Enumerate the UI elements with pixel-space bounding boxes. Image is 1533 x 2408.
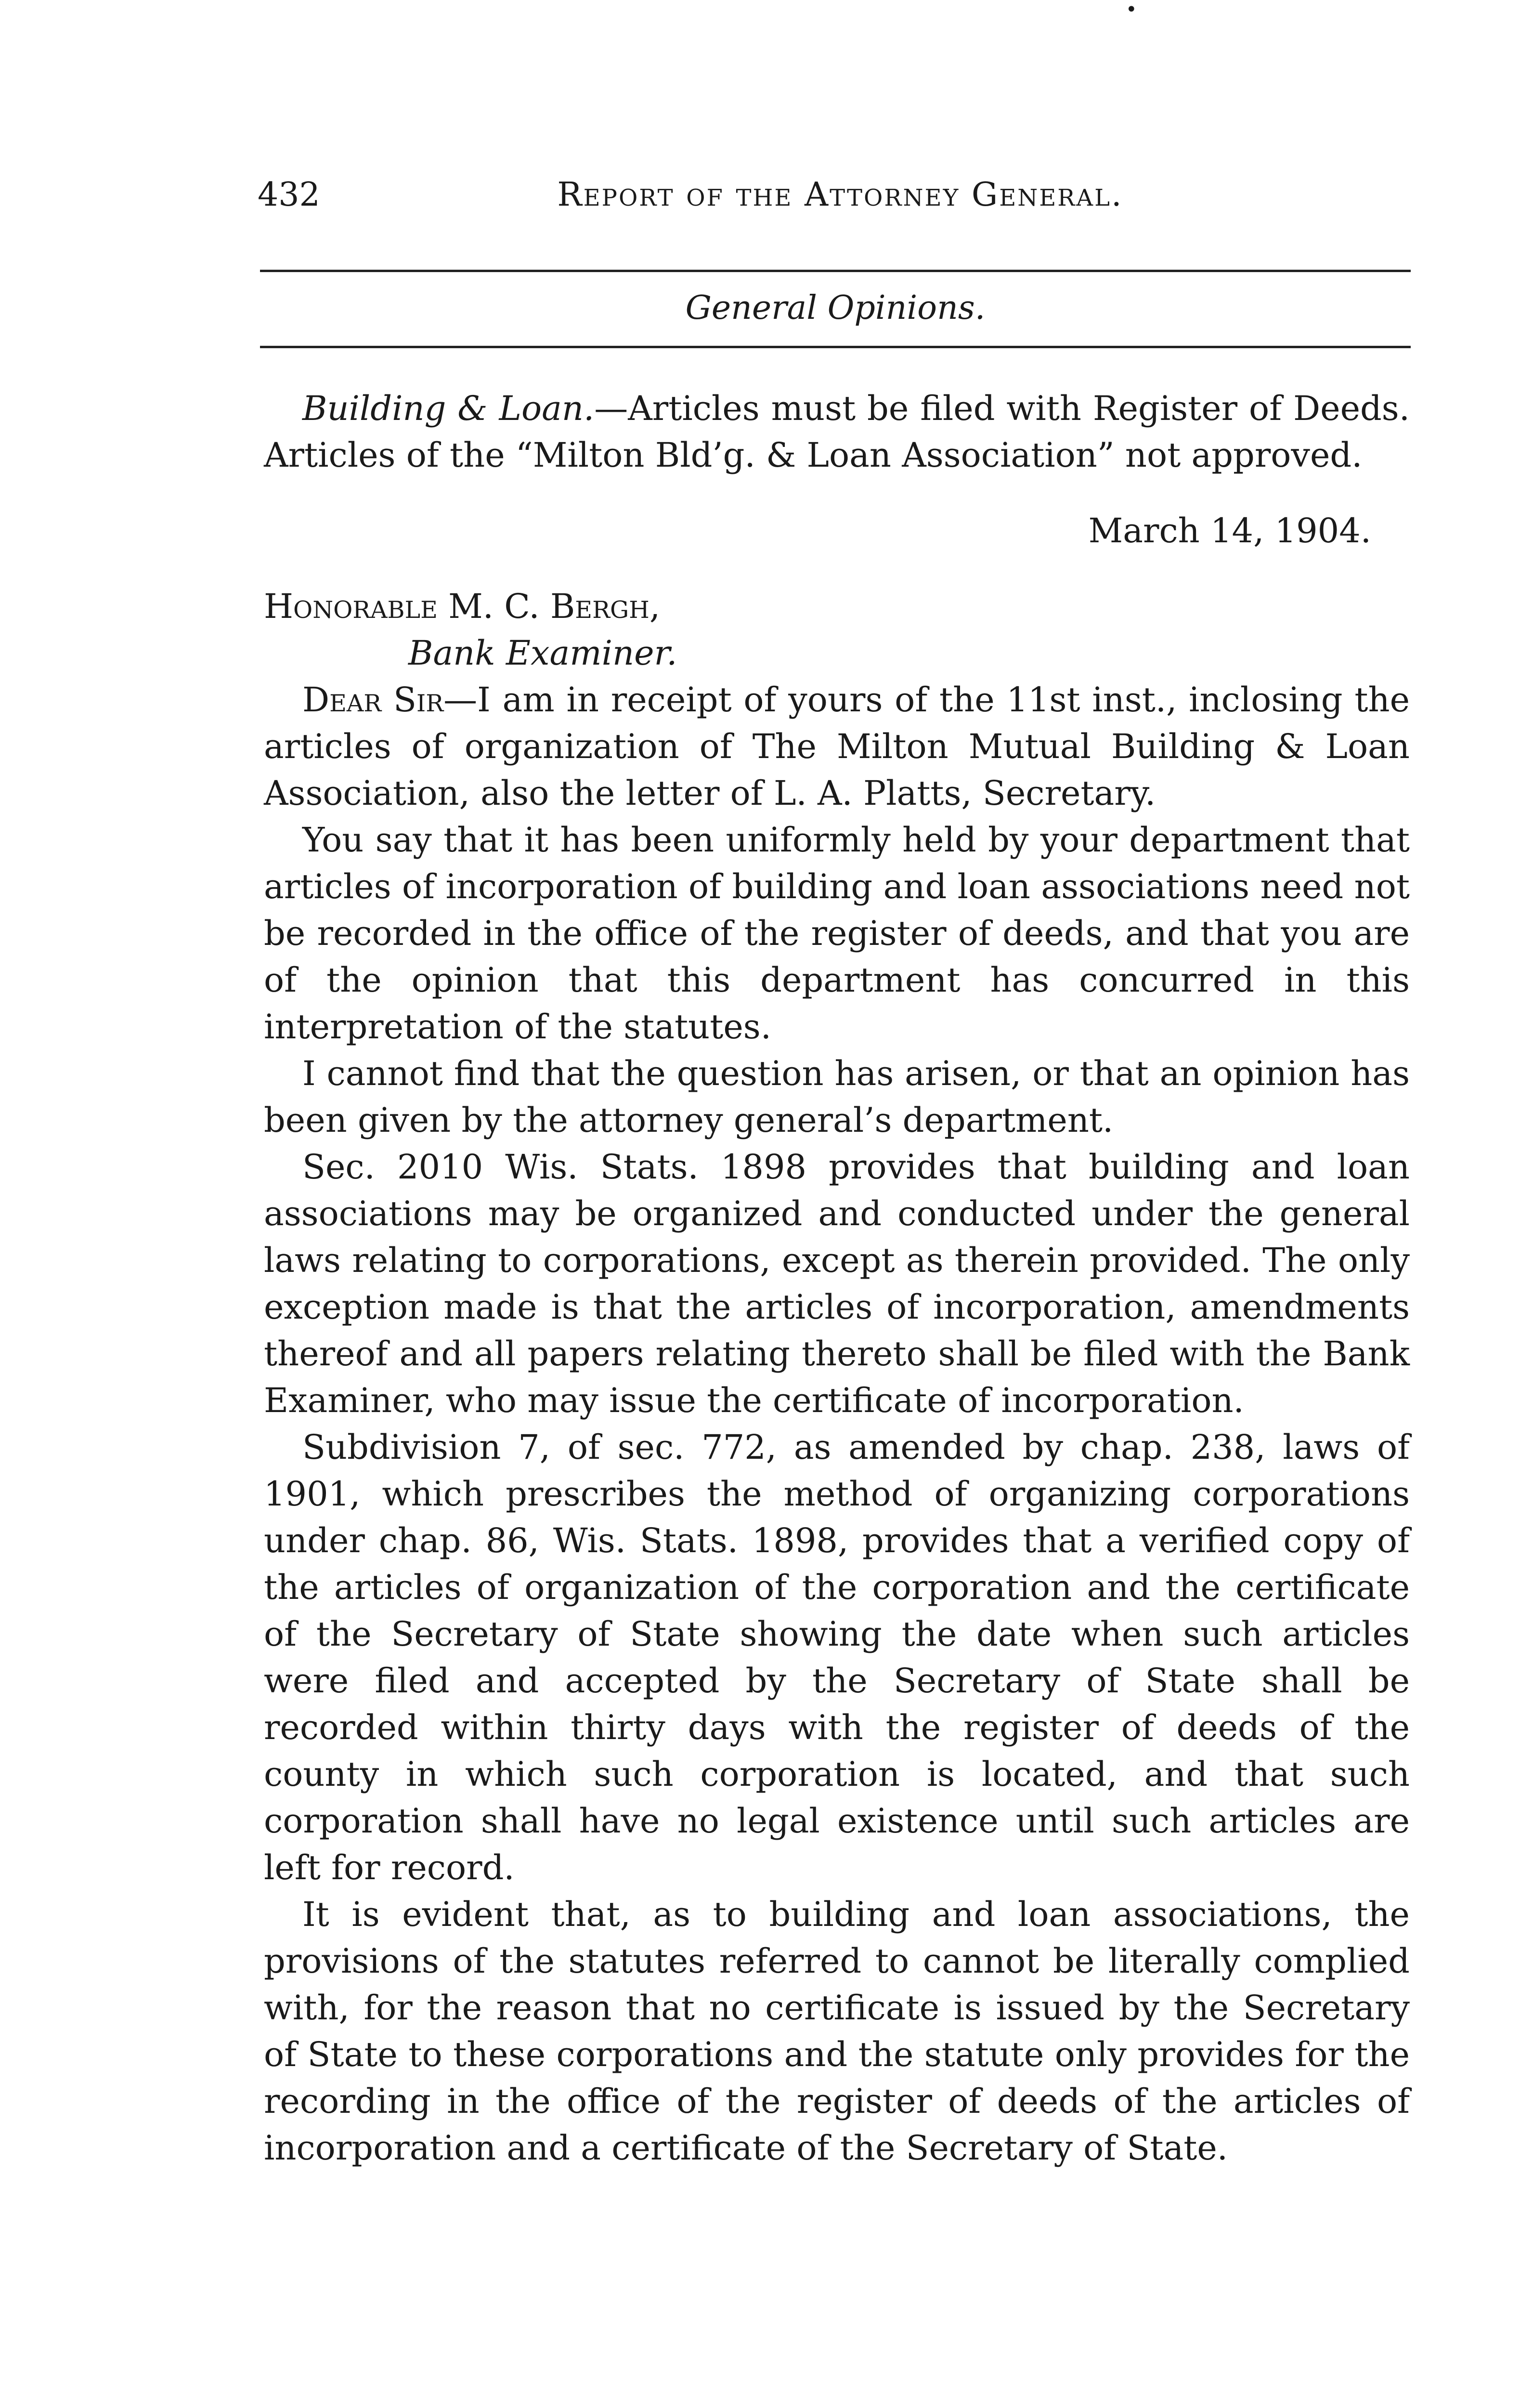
stray-ink-mark: • (1126, 0, 1137, 21)
headnote-subject: Building & Loan. (302, 389, 595, 428)
paragraph-5: Subdivision 7, of sec. 772, as amended by chap. 238, laws of 1901, which prescribes the method of organizing corporations under chap. 86, Wis. Stats. 1898, provides that a verified copy of the articles of organization of the corporation and the certificate of the Secretary of State showing the date when such articles were filed and accepted by the Secretary of State shall be recorded within thirty days with the register of deeds of the county in which such corporation is located, and that such corporation shall have no legal existence until such articles are left for record. (264, 1427, 1410, 1887)
letter-date: March 14, 1904. (1088, 511, 1371, 550)
paragraph-2: You say that it has been uniformly held by your department that articles of incorporation of building and loan associations need not be recorded in the office of the register of deeds, and that you are of the opinion that this department has concurred in this interpretation of the statutes. (264, 820, 1410, 1047)
headnote (264, 385, 1410, 479)
salutation: Dear Sir (302, 680, 444, 720)
paragraph-6: It is evident that, as to building and loan associations, the provisions of the statutes referred to cannot be literally complied with, for the reason that no certificate is issued by the Secretary of State to these corporations and the statute only provides for the recording in the office of the register of deeds of the articles of incorporation and a certificate of the Secretary of State. (264, 1895, 1410, 2168)
section-title: General Opinions. (685, 289, 986, 327)
paragraph-1-text: —I am in receipt of yours of the 11st inst., inclosing the articles of organization of The Milton Mutual Building & Loan Association, also the letter of L. A. Platts, Secretary. (264, 680, 1410, 813)
running-title: Report of the Attorney General. (557, 176, 1123, 214)
addressee-name: Honorable M. C. Bergh, (264, 587, 661, 626)
page-number: 432 (258, 176, 320, 214)
header-rule-top (260, 270, 1411, 272)
document-body (264, 385, 1410, 2172)
paragraph-1 (264, 677, 1410, 817)
headnote-text: —Articles must be filed with Register of Deeds. Articles of the “Milton Bld’g. & Loan Association” not approved. (264, 389, 1410, 475)
paragraph-4: Sec. 2010 Wis. Stats. 1898 provides that building and loan associations may be organized and conducted under the general laws relating to corporations, except as therein provided. The only exception made is that the articles of incorporation, amendments thereof and all papers relating thereto shall be filed with the Bank Examiner, who may issue the certificate of incorporation. (264, 1147, 1410, 1420)
header-rule-bottom (260, 346, 1411, 348)
page-header (258, 169, 1423, 222)
paragraph-3: I cannot find that the question has arisen, or that an opinion has been given by the attorney general’s department. (264, 1054, 1410, 1140)
addressee-title: Bank Examiner. (408, 633, 677, 673)
